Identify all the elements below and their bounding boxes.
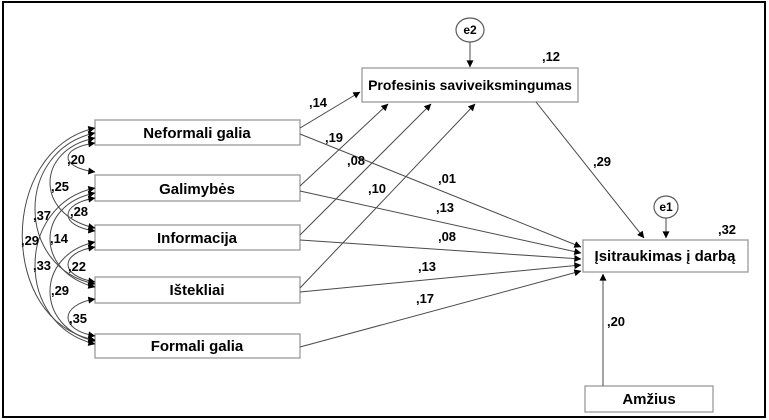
corr-galimybes-formali: ,33 xyxy=(32,258,52,273)
coef-istekliai-mediator: ,10 xyxy=(367,181,387,196)
corr-neformali-formali: ,29 xyxy=(20,233,40,248)
label-amzius: Amžius xyxy=(622,391,676,408)
corr-neformali-galimybes: ,20 xyxy=(66,152,86,167)
coef-formali-outcome: ,17 xyxy=(415,291,435,306)
r2-mediator: ,12 xyxy=(541,49,561,64)
path-istekliai-to-outcome xyxy=(300,265,581,292)
coef-neformali-mediator: ,14 xyxy=(308,95,328,110)
path-galimybes-to-mediator xyxy=(300,104,388,186)
coef-informacija-mediator: ,08 xyxy=(346,153,366,168)
coef-informacija-outcome: ,08 xyxy=(437,229,457,244)
label-formali-galia: Formali galia xyxy=(150,338,244,355)
label-istekliai: Ištekliai xyxy=(169,282,225,299)
corr-neformali-istekliai: ,37 xyxy=(32,208,52,223)
corr-istekliai-formali: ,35 xyxy=(68,311,88,326)
coef-neformali-outcome: ,01 xyxy=(437,171,457,186)
coef-istekliai-outcome: ,13 xyxy=(417,259,437,274)
coef-galimybes-outcome: ,13 xyxy=(435,200,455,215)
label-neformali-galia: Neformali galia xyxy=(143,125,251,142)
coef-mediator-outcome: ,29 xyxy=(592,154,612,169)
corr-galimybes-informacija: ,28 xyxy=(69,204,89,219)
coef-amzius-outcome: ,20 xyxy=(606,314,626,329)
label-informacija: Informacija xyxy=(156,230,238,247)
path-mediator-to-outcome xyxy=(536,102,644,238)
corr-neformali-informacija: ,25 xyxy=(50,179,70,194)
label-e1: e1 xyxy=(659,200,673,214)
label-isitraukimas-i-darba: Įsitraukimas į darbą xyxy=(594,248,736,265)
path-formali-to-outcome xyxy=(300,271,581,347)
coef-galimybes-mediator: ,19 xyxy=(324,130,344,145)
corr-galimybes-istekliai: ,14 xyxy=(49,231,69,246)
label-profesinis-saviveiksmingumas: Profesinis saviveiksmingumas xyxy=(368,77,572,93)
corr-informacija-formali: ,29 xyxy=(50,283,70,298)
corr-informacija-istekliai: ,22 xyxy=(67,259,87,274)
label-e2: e2 xyxy=(463,23,477,37)
label-galimybes: Galimybės xyxy=(159,181,235,198)
r2-outcome: ,32 xyxy=(717,222,737,237)
